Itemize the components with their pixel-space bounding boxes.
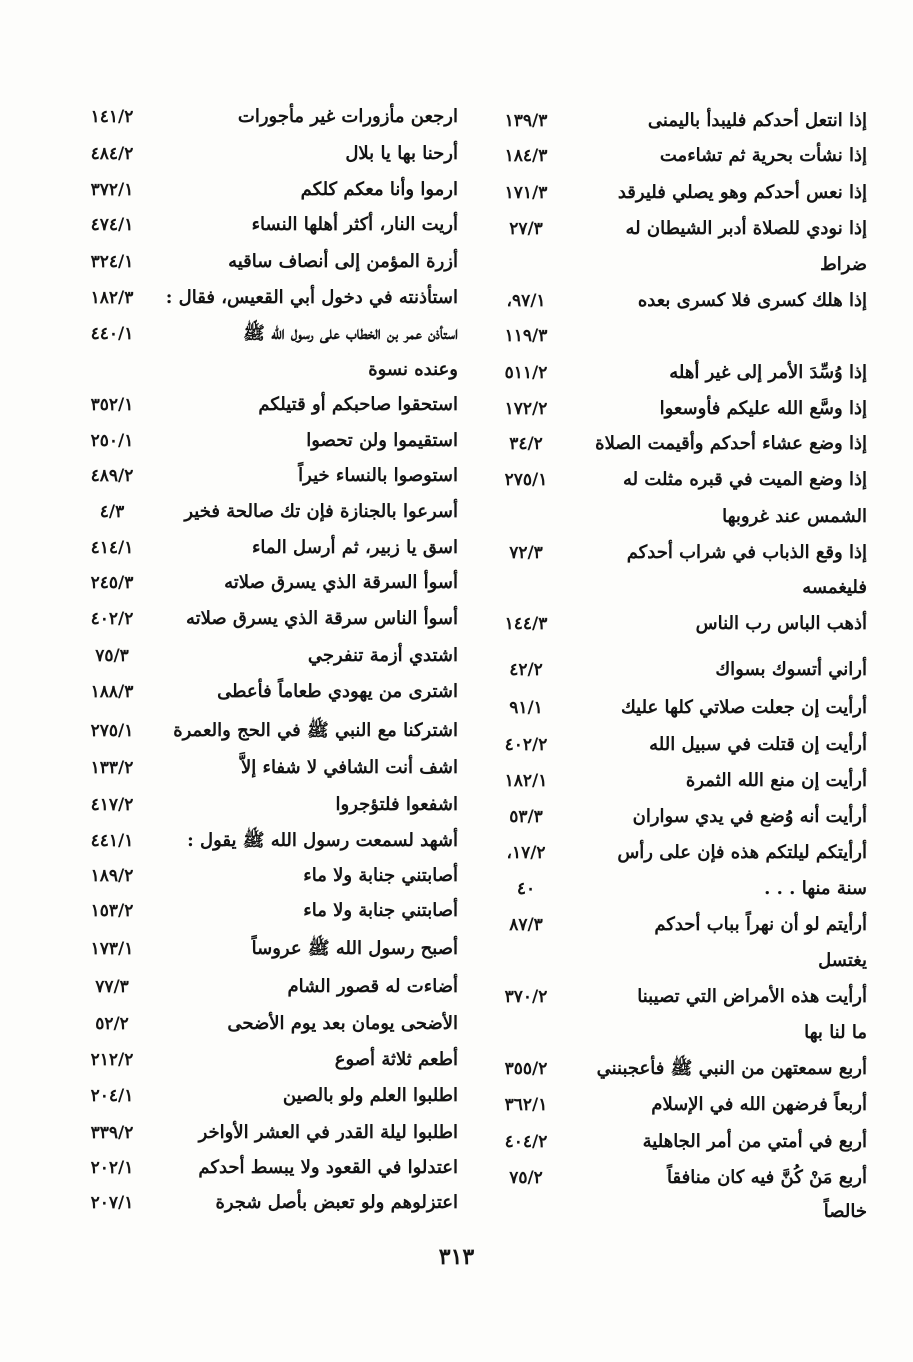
entry-text: أصابتني جنابة ولا ماء [303,900,458,921]
entry-reference: ٢٠٤/١ [90,1086,134,1106]
entry-text: اطلبوا ليلة القدر في العشر الأواخر [198,1122,458,1143]
entry-text: أربع سمعتهن من النبي ﷺ فأعجبنني [596,1058,867,1079]
entry-text: الشمس عند غروبها [722,506,867,527]
entry-text: أسوأ الناس سرقة الذي يسرق صلاته [185,608,458,629]
entry-reference: ٣٢٤/١ [90,252,134,272]
entry-reference: ٨٧/٣ [509,915,543,935]
entry-reference: ١٧٢/٢ [504,399,548,419]
entry-text: خالصاً [823,1201,867,1222]
entry-text: أرحنا بها يا بلال [345,143,458,164]
entry-text: ارموا وأنا معكم كلكم [300,179,458,200]
entry-text: اشتركنا مع النبي ﷺ في الحج والعمرة [173,720,458,741]
right-column [487,0,867,1362]
entry-reference: ٤٨٤/٢ [90,144,134,164]
entry-reference: ٤١٧/٢ [90,795,134,815]
entry-reference: ٢٠٧/١ [90,1193,134,1213]
entry-text: إذا نعس أحدكم وهو يصلي فليرقد [617,182,867,203]
entry-reference: ٢٥٠/١ [90,431,134,451]
entry-text: استأذنته في دخول أبي القعيس، فقال : [165,287,458,308]
entry-text: إذا نشأت بحرية ثم تشاءمت [659,145,867,166]
entry-text: أذهب الباس رب الناس [695,613,867,634]
entry-reference: ٤٠ [516,879,536,899]
entry-text: اشف أنت الشافي لا شفاء إلاَّ [240,757,458,778]
entry-text: ارجعن مأزورات غير مأجورات [237,106,458,127]
entry-reference: ٣٦٢/١ [504,1095,548,1115]
entry-reference: ٢١٢/٢ [90,1050,134,1070]
entry-text: يغتسل [818,950,867,971]
entry-reference: ٣٧٢/١ [90,180,134,200]
entry-reference: ٧٢/٣ [509,543,543,563]
entry-text: أشهد لسمعت رسول الله ﷺ يقول : [187,830,458,851]
entry-reference: ٣٧٠/٢ [504,987,548,1007]
entry-reference: ١٧/٢، [506,843,546,863]
entry-text: أطعم ثلاثة أصوع [334,1049,458,1070]
entry-text: سنة منها . . . [764,878,867,899]
entry-reference: ٩١/١ [509,698,543,718]
entry-text: استوصوا بالنساء خيراً [298,465,458,486]
entry-reference: ٣٣٩/٢ [90,1123,134,1143]
entry-text: إذا انتعل أحدكم فليبدأ باليمنى [647,110,867,131]
entry-reference: ٤٧٤/١ [90,215,134,235]
entry-text: أسوأ السرقة الذي يسرق صلاته [224,572,458,593]
entry-text: أرأيت أنه وُضع في يدي سواران [632,806,867,827]
entry-reference: ٤٢/٢ [509,660,543,680]
entry-reference: ٤٤١/١ [90,831,134,851]
entry-text: إذا هلك كسرى فلا كسرى بعده [637,290,867,311]
entry-text: اطلبوا العلم ولو بالصين [282,1085,458,1106]
entry-text: وعنده نسوة [368,359,458,380]
page-number: ٣١٣ [438,1244,475,1270]
entry-reference: ٢٧٥/١ [504,470,548,490]
entry-reference: ٤٠٢/٢ [90,609,134,629]
entry-text: أرأيت إن منع الله الثمرة [685,770,867,791]
entry-text: إذا وضع الميت في قبره مثلت له [622,469,867,490]
entry-text: أراني أتسوك بسواك [715,659,867,680]
entry-text: أسرعوا بالجنازة فإن تك صالحة فخير [184,501,458,522]
entry-text: أرأيت هذه الأمراض التي تصيبنا [637,986,867,1007]
entry-reference: ٥٢/٢ [95,1014,129,1034]
entry-reference: ٣٥٥/٢ [504,1059,548,1079]
entry-text: أربعاً فرضهن الله في الإسلام [651,1094,867,1115]
entry-reference: ٧٥/٣ [95,646,129,666]
entry-text: أربع في أمتي من أمر الجاهلية [642,1131,867,1152]
entry-text: أرأيت إن جعلت صلاتي كلها عليك [620,697,867,718]
entry-reference: ٢٤٥/٣ [90,573,134,593]
entry-text: اسق يا زبير، ثم أرسل الماء [251,537,458,558]
left-column [73,0,458,1362]
entry-reference: ٣٥٢/١ [90,395,134,415]
entry-text: أزرة المؤمن إلى أنصاف ساقيه [228,251,458,272]
entry-text: ما لنا بها [804,1022,867,1043]
entry-reference: ٢٠٢/١ [90,1158,134,1178]
entry-reference: ١٨٩/٢ [90,866,134,886]
entry-text: أرأيت إن قتلت في سبيل الله [649,734,867,755]
entry-text: فليغمسه [802,577,867,598]
entry-reference: ٤٤٠/١ [90,324,134,344]
entry-text: ضراط [820,254,867,275]
entry-text: الأضحى يومان بعد يوم الأضحى [227,1013,458,1034]
entry-reference: ١٤١/٢ [90,107,134,127]
entry-reference: ١١٩/٣ [504,326,548,346]
entry-reference: ٣٤/٢ [509,434,543,454]
entry-reference: ٧٥/٢ [509,1168,543,1188]
entry-reference: ٤/٣ [99,502,125,522]
entry-text: أضاءت له قصور الشام [287,976,458,997]
entry-text: أصبح رسول الله ﷺ عروساً [251,938,458,959]
entry-reference: ٩٧/١، [506,291,546,311]
entry-text: إذا نودي للصلاة أدبر الشيطان له [625,218,867,239]
entry-text: استحقوا صاحبكم أو قتيلكم [258,394,458,415]
entry-text: اشفعوا فلتؤجروا [335,794,458,815]
entry-reference: ٢٧/٣ [509,219,543,239]
entry-text: أرأيتم لو أن نهراً بباب أحدكم [654,914,867,935]
entry-text: اعتزلوهم ولو تعبض بأصل شجرة [215,1192,458,1213]
entry-reference: ٤٠٢/٢ [504,735,548,755]
entry-reference: ١٥٣/٢ [90,901,134,921]
entry-reference: ٢٧٥/١ [90,721,134,741]
entry-reference: ١٤٤/٣ [504,614,548,634]
entry-reference: ٧٧/٣ [95,977,129,997]
entry-reference: ١٧٣/١ [90,939,134,959]
entry-reference: ٤٨٩/٢ [90,466,134,486]
entry-text: إذا وُسِّدَ الأمر إلى غير أهله [669,362,867,383]
entry-reference: ١٨٢/٣ [90,288,134,308]
entry-text: اعتدلوا في القعود ولا يبسط أحدكم [198,1157,458,1178]
entry-text: أرأيتكم ليلتكم هذه فإن على رأس [617,842,867,863]
entry-text: استقيموا ولن تحصوا [306,430,458,451]
entry-reference: ٥٣/٣ [509,807,543,827]
entry-reference: ١٣٣/٢ [90,758,134,778]
entry-reference: ٤١٤/١ [90,538,134,558]
entry-text: أريت النار، أكثر أهلها النساء [251,214,458,235]
entry-text: استأذن عمر بن الخطاب على رسول الله ﷺ [243,323,458,344]
entry-text: أصابتني جنابة ولا ماء [303,865,458,886]
entry-reference: ١٧١/٣ [504,183,548,203]
entry-reference: ١٨٨/٣ [90,682,134,702]
entry-reference: ١٨٢/١ [504,771,548,791]
entry-reference: ١٣٩/٣ [504,111,548,131]
entry-text: أربع مَنْ كُنَّ فيه كان منافقاً [667,1167,867,1188]
entry-reference: ٤٠٤/٢ [504,1132,548,1152]
entry-reference: ٥١١/٢ [504,363,548,383]
entry-reference: ١٨٤/٣ [504,146,548,166]
entry-text: إذا وضع عشاء أحدكم وأقيمت الصلاة [595,433,867,454]
entry-text: إذا وقع الذباب في شراب أحدكم [626,542,867,563]
entry-text: إذا وسَّع الله عليكم فأوسعوا [659,398,867,419]
entry-text: اشتدي أزمة تنفرجي [307,645,458,666]
entry-text: اشترى من يهودي طعاماً فأعطى [217,681,458,702]
